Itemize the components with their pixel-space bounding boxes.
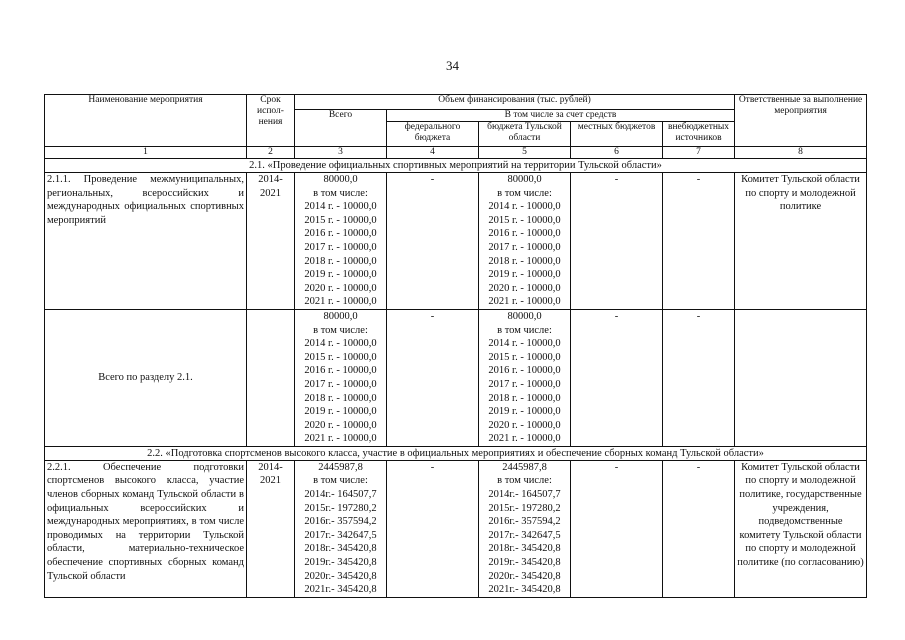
amount-line: 2021 г. - 10000,0 <box>488 296 561 308</box>
item-local: - <box>571 460 663 597</box>
amount-line: 2017 г. - 10000,0 <box>304 378 377 390</box>
section-total-responsible <box>735 309 867 446</box>
item-total <box>295 460 387 597</box>
amount-line: 2020 г. - 10000,0 <box>304 282 377 294</box>
col-number: 2 <box>247 147 295 159</box>
item-federal: - <box>387 173 479 310</box>
amount-line: 2014 г. - 10000,0 <box>488 338 561 350</box>
amount-line: 2018г.- 345420,8 <box>304 543 377 555</box>
amount-line: 2018 г. - 10000,0 <box>304 255 377 267</box>
amount-line: 2014 г. - 10000,0 <box>304 338 377 350</box>
section-total-regional <box>479 309 571 446</box>
header-row-1 <box>45 95 867 110</box>
amount-line: 2017г.- 342647,5 <box>488 529 561 541</box>
col-number: 6 <box>571 147 663 159</box>
section-total-federal: - <box>387 309 479 446</box>
amount-line: 2018г.- 345420,8 <box>488 543 561 555</box>
amount-line: 2018 г. - 10000,0 <box>488 255 561 267</box>
amount-line: в том числе: <box>497 324 552 336</box>
header-total: Всего <box>295 110 387 147</box>
amount-line: 2014г.- 164507,7 <box>304 489 377 501</box>
amount-line: 2017 г. - 10000,0 <box>488 241 561 253</box>
header-term: Срок испол-нения <box>247 95 295 147</box>
amount-line: в том числе: <box>313 187 368 199</box>
item-regional <box>479 173 571 310</box>
amount-line: 2019г.- 345420,8 <box>304 557 377 569</box>
amount-line: 2016 г. - 10000,0 <box>488 365 561 377</box>
amount-line: 80000,0 <box>323 174 358 185</box>
item-extra: - <box>663 173 735 310</box>
amount-line: 2015г.- 197280,2 <box>304 502 377 514</box>
item-term: 2014-2021 <box>247 173 295 310</box>
header-regional: бюджета Тульской области <box>479 122 571 147</box>
header-local: местных бюджетов <box>571 122 663 147</box>
amount-line: 2445987,8 <box>502 461 547 473</box>
item-extra: - <box>663 460 735 597</box>
amount-line: 2016г.- 357594,2 <box>304 516 377 528</box>
section-total-row <box>45 309 867 446</box>
section-total-term <box>247 309 295 446</box>
amount-line: 2016г.- 357594,2 <box>488 516 561 528</box>
section-title: 2.1. «Проведение официальных спортивных мероприятий на территории Тульской области» <box>45 159 867 173</box>
item-term: 2014-2021 <box>247 460 295 597</box>
amount-line: 2015 г. - 10000,0 <box>304 351 377 363</box>
amount-line: в том числе: <box>497 187 552 199</box>
item-regional <box>479 460 571 597</box>
amount-line: 2018 г. - 10000,0 <box>304 392 377 404</box>
item-federal: - <box>387 460 479 597</box>
amount-line: 2019 г. - 10000,0 <box>304 269 377 281</box>
funding-table <box>44 94 867 598</box>
section-title-row <box>45 159 867 173</box>
column-numbers-row <box>45 147 867 159</box>
amount-line: 2445987,8 <box>318 461 363 473</box>
section-total-extra: - <box>663 309 735 446</box>
amount-line: 2019 г. - 10000,0 <box>488 406 561 418</box>
amount-line: 2021г.- 345420,8 <box>304 584 377 596</box>
amount-line: 2021г.- 345420,8 <box>488 584 561 596</box>
amount-line: 2020г.- 345420,8 <box>304 570 377 582</box>
amount-line: в том числе: <box>313 475 368 487</box>
amount-line: 2021 г. - 10000,0 <box>304 433 377 445</box>
amount-line: 80000,0 <box>507 310 542 322</box>
amount-line: 2020 г. - 10000,0 <box>304 419 377 431</box>
amount-line: 2014 г. - 10000,0 <box>304 201 377 213</box>
section-total-name: Всего по разделу 2.1. <box>45 309 247 446</box>
col-number: 4 <box>387 147 479 159</box>
item-responsible: Комитет Тульской области по спорту и молодежной политике, государственные учреждения, подведомственные комитету Тульской области по спорту и молодежной политике (по согласованию) <box>735 460 867 597</box>
amount-line: 2021 г. - 10000,0 <box>304 296 377 308</box>
amount-line: 2015 г. - 10000,0 <box>304 214 377 226</box>
col-number: 8 <box>735 147 867 159</box>
item-name: 2.1.1. Проведение межмуниципальных, региональных, всероссийских и международных официальных спортивных мероприятий <box>45 173 247 310</box>
amount-line: 2016 г. - 10000,0 <box>304 365 377 377</box>
amount-line: 2014 г. - 10000,0 <box>488 201 561 213</box>
section-total-total <box>295 309 387 446</box>
amount-line: 2020 г. - 10000,0 <box>488 282 561 294</box>
amount-line: 2019 г. - 10000,0 <box>304 406 377 418</box>
header-federal: федерального бюджета <box>387 122 479 147</box>
item-name: 2.2.1. Обеспечение подготовки спортсменов высокого класса, участие членов сборных команд Тульской области в официальных всероссийских и международных мероприятиях, в том числе проводимых на территории Тульской области, материально-техническое обеспечение спортивных сборных команд Тульской области <box>45 460 247 597</box>
amount-line: 2015г.- 197280,2 <box>488 502 561 514</box>
col-number: 3 <box>295 147 387 159</box>
amount-line: 2017 г. - 10000,0 <box>488 378 561 390</box>
section-title-row <box>45 446 867 460</box>
amount-line: 80000,0 <box>323 310 358 322</box>
table-row <box>45 173 867 310</box>
amount-line: 2015 г. - 10000,0 <box>488 214 561 226</box>
amount-line: 2017г.- 342647,5 <box>304 529 377 541</box>
amount-line: 2014г.- 164507,7 <box>488 489 561 501</box>
header-name: Наименование мероприятия <box>45 95 247 147</box>
section-title: 2.2. «Подготовка спортсменов высокого класса, участие в официальных мероприятиях и обеспечение сборных команд Тульской области» <box>45 446 867 460</box>
amount-line: 2020 г. - 10000,0 <box>488 419 561 431</box>
table-row <box>45 460 867 597</box>
amount-line: 2019г.- 345420,8 <box>488 557 561 569</box>
page-number: 34 <box>446 58 459 73</box>
amount-line: 2021 г. - 10000,0 <box>488 433 561 445</box>
col-number: 1 <box>45 147 247 159</box>
col-number: 5 <box>479 147 571 159</box>
header-incl: В том числе за счет средств <box>387 110 735 122</box>
amount-line: 80000,0 <box>507 174 542 185</box>
amount-line: в том числе: <box>497 475 552 487</box>
section-total-local: - <box>571 309 663 446</box>
header-funding: Объем финансирования (тыс. рублей) <box>295 95 735 110</box>
header-responsible: Ответственные за выполнение мероприятия <box>735 95 867 147</box>
amount-line: 2016 г. - 10000,0 <box>304 228 377 240</box>
amount-line: 2019 г. - 10000,0 <box>488 269 561 281</box>
col-number: 7 <box>663 147 735 159</box>
item-total <box>295 173 387 310</box>
amount-line: 2016 г. - 10000,0 <box>488 228 561 240</box>
amount-line: 2018 г. - 10000,0 <box>488 392 561 404</box>
item-responsible: Комитет Тульской области по спорту и молодежной политике <box>735 173 867 310</box>
amount-line: 2020г.- 345420,8 <box>488 570 561 582</box>
amount-line: 2017 г. - 10000,0 <box>304 241 377 253</box>
item-local: - <box>571 173 663 310</box>
header-extra: внебюджетных источников <box>663 122 735 147</box>
amount-line: в том числе: <box>313 324 368 336</box>
amount-line: 2015 г. - 10000,0 <box>488 351 561 363</box>
